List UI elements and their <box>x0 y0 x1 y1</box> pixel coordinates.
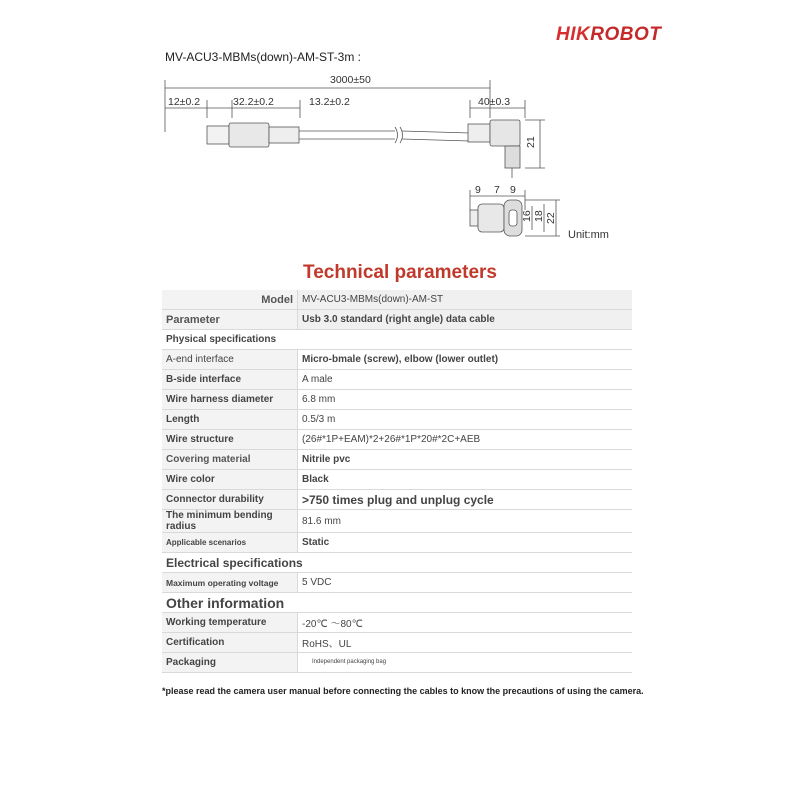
row-value: A male <box>298 370 633 390</box>
other-heading: Other information <box>162 593 632 613</box>
table-row <box>162 450 632 470</box>
row-value: Static <box>298 533 633 553</box>
row-label: Working temperature <box>162 613 298 633</box>
table-row <box>162 290 632 310</box>
bottom-dim-3: 9 <box>510 184 516 196</box>
dim-a: 12±0.2 <box>168 96 201 108</box>
total-length-dim: 3000±50 <box>330 74 371 86</box>
table-row <box>162 370 632 390</box>
parameters-table <box>162 290 632 673</box>
dim-d: 40±0.3 <box>478 96 511 108</box>
table-row <box>162 533 632 553</box>
cable-dimension-drawing <box>0 0 800 260</box>
row-value: -20℃ ～80℃ <box>298 613 633 633</box>
table-row <box>162 490 632 510</box>
row-value: 0.5/3 m <box>298 410 633 430</box>
row-label: Length <box>162 410 298 430</box>
table-row <box>162 410 632 430</box>
row-label: Connector durability <box>162 490 298 510</box>
row-value: (26#*1P+EAM)*2+26#*1P*20#*2C+AEB <box>298 430 633 450</box>
dim-b: 32.2±0.2 <box>233 96 274 108</box>
brand-logo: HIKROBOT <box>556 24 662 45</box>
row-label: Packaging <box>162 653 298 673</box>
right-dim-3: 22 <box>545 212 557 224</box>
parameter-value: Usb 3.0 standard (right angle) data cable <box>298 310 633 330</box>
model-value: MV-ACU3-MBMs(down)-AM-ST <box>298 290 633 310</box>
bottom-dim-1: 9 <box>475 184 481 196</box>
unit-label: Unit:mm <box>568 229 609 241</box>
table-row <box>162 390 632 410</box>
row-label: The minimum bending radius <box>162 510 298 533</box>
physical-heading: Physical specifications <box>162 330 632 350</box>
row-value: Independent packaging bag <box>298 653 633 673</box>
row-value: >750 times plug and unplug cycle <box>298 490 633 510</box>
parameter-label: Parameter <box>162 310 298 330</box>
section-heading-row <box>162 553 632 573</box>
row-value: 6.8 mm <box>298 390 633 410</box>
table-row <box>162 350 632 370</box>
row-label: Covering material <box>162 450 298 470</box>
bottom-dim-2: 7 <box>494 184 500 196</box>
row-value: RoHS、UL <box>298 633 633 653</box>
model-title: MV-ACU3-MBMs(down)-AM-ST-3m : <box>165 50 362 64</box>
dim-c: 13.2±0.2 <box>309 96 350 108</box>
table-row <box>162 430 632 450</box>
row-value: Micro-bmale (screw), elbow (lower outlet) <box>298 350 633 370</box>
section-heading-row <box>162 330 632 350</box>
section-title: Technical parameters <box>303 262 497 283</box>
row-value: 81.6 mm <box>298 510 633 533</box>
row-label: Wire harness diameter <box>162 390 298 410</box>
row-label: A-end interface <box>162 350 298 370</box>
table-row <box>162 573 632 593</box>
model-label: Model <box>162 290 298 310</box>
row-label: Certification <box>162 633 298 653</box>
section-heading-row <box>162 593 632 613</box>
row-value: 5 VDC <box>298 573 633 593</box>
row-label: B-side interface <box>162 370 298 390</box>
row-label: Wire color <box>162 470 298 490</box>
table-row <box>162 633 632 653</box>
right-dim-2: 18 <box>533 210 545 222</box>
row-value: Nitrile pvc <box>298 450 633 470</box>
row-label: Wire structure <box>162 430 298 450</box>
electrical-heading: Electrical specifications <box>162 553 632 573</box>
table-row <box>162 653 632 673</box>
row-value: Black <box>298 470 633 490</box>
table-row <box>162 613 632 633</box>
row-label: Applicable scenarios <box>162 533 298 553</box>
footnote: *please read the camera user manual before connecting the cables to know the precautions of using the camera. <box>162 686 644 696</box>
table-row <box>162 510 632 533</box>
right-dim-1: 16 <box>521 210 533 222</box>
dim-side: 21 <box>525 136 537 148</box>
table-row <box>162 310 632 330</box>
table-row <box>162 470 632 490</box>
row-label: Maximum operating voltage <box>162 573 298 593</box>
